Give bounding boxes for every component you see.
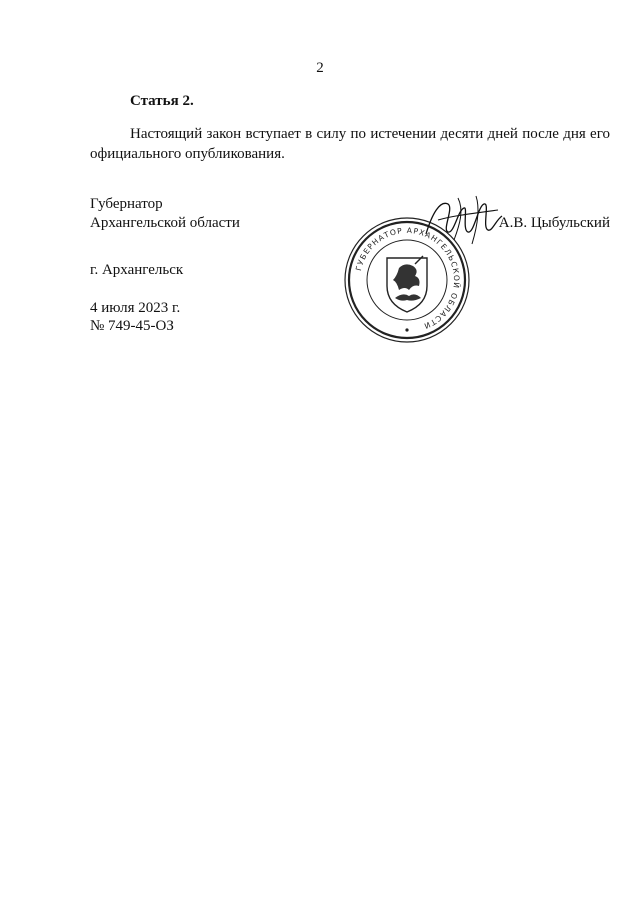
article-body <box>90 124 610 164</box>
signatory-title-line-1: Губернатор <box>90 196 163 212</box>
signature <box>418 190 508 250</box>
article-heading: Статья 2. <box>130 93 194 109</box>
place-of-signing: г. Архангельск <box>90 262 184 278</box>
signing-date: 4 июля 2023 г. <box>90 300 181 316</box>
svg-text:ГУБЕРНАТОР АРХАНГЕЛЬСКОЙ ОБЛАС: ГУБЕРНАТОР АРХАНГЕЛЬСКОЙ ОБЛАСТИ <box>353 225 462 331</box>
signatory-title <box>90 195 240 233</box>
article-body-line-2: официального опубликования. <box>90 146 285 162</box>
date-and-number <box>90 299 180 335</box>
law-number: № 749-45-ОЗ <box>90 318 174 334</box>
signatory-name: А.В. Цыбульский <box>498 215 610 231</box>
page-number: 2 <box>316 60 324 76</box>
article-body-line-1: Настоящий закон вступает в силу по истечении десяти дней после дня его <box>130 126 610 142</box>
signatory-title-line-2: Архангельской области <box>90 215 240 231</box>
